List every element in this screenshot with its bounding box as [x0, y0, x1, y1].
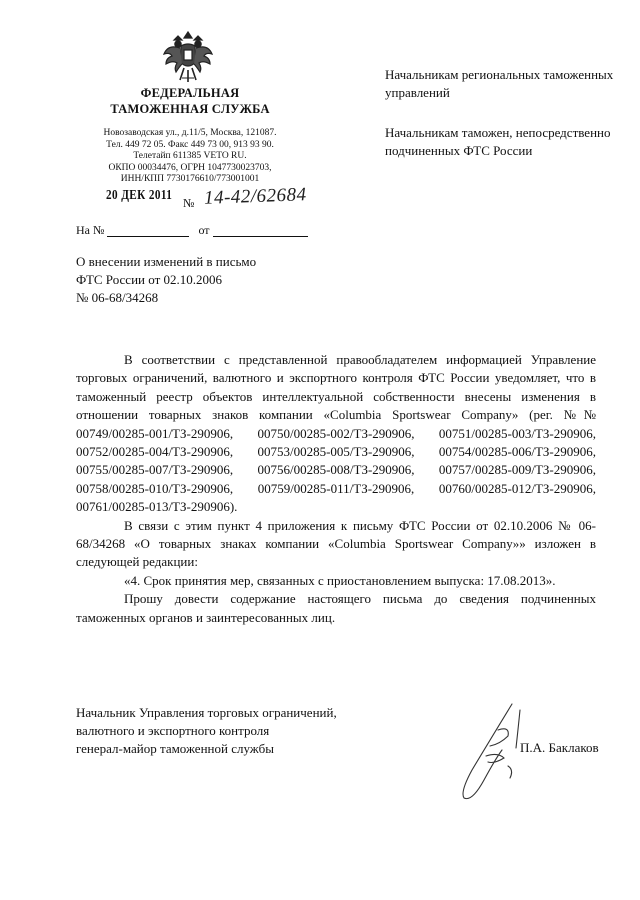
registration-number-label: №: [183, 196, 195, 210]
registration-number: 14-42/62684: [203, 184, 307, 209]
org-inn-kpp: ИНН/КПП 7730176610/773001001: [120, 174, 260, 185]
subject-line2: ФТС России от 02.10.2006: [76, 271, 223, 287]
organization-contacts: [70, 128, 310, 186]
recipient-regional: Начальникам региональных таможенных управлений: [385, 67, 614, 100]
org-address: Новозаводская ул., д.11/5, Москва, 121087.: [103, 128, 277, 138]
signatory-title-line3: генерал-майор таможенной службы: [76, 741, 274, 756]
signatory-name: П.А. Баклаков: [520, 740, 599, 755]
coat-of-arms-icon: [160, 28, 216, 86]
org-teletype: Телетайп 611385 VETO RU.: [133, 151, 247, 162]
org-phone-fax: Тел. 449 72 05. Факс 449 73 00, 913 93 90.: [106, 139, 274, 150]
org-name-line2: ТАМОЖЕННАЯ СЛУЖБА: [110, 102, 270, 116]
body-paragraph-3: «4. Срок принятия мер, связанных с приостановлением выпуска: 17.08.2013».: [124, 572, 556, 588]
organization-name: [90, 85, 290, 117]
ref-from-label: от: [198, 223, 210, 237]
org-okpo-ogrn: ОКПО 00034476, ОГРН 1047730023703,: [108, 162, 272, 173]
letter-body: [76, 351, 596, 627]
subject-line1: О внесении изменений в письмо: [76, 254, 257, 269]
letter-subject: [76, 253, 326, 306]
body-paragraph-1: В соответствии с представленной правообладателем информацией Управление торговых ограничений, валютного и экспортного контроля ФТС России уведомляет, что в таможенный реестр объектов интеллектуальной собственности внесены изменения в отношении товарных знаков компании «Columbia Sportswear Company» (рег. №№ 00749/00285-001/ТЗ-290906, 00750/00285-002/ТЗ-290906, 00751/00285-003/ТЗ-290906, 00752/00285-004/ТЗ-290906, 00753/00285-005/ТЗ-290906, 00754/00285-006/ТЗ-290906, 00755/00285-007/ТЗ-290906, 00756/00285-008/ТЗ-290906, 00757/00285-009/ТЗ-290906, 00758/00285-010/ТЗ-290906, 00759/00285-011/ТЗ-290906, 00760/00285-012/ТЗ-290906, 00761/00285-013/ТЗ-290906).: [76, 352, 596, 515]
handwritten-signature: [450, 700, 530, 805]
signatory-title-line2: валютного и экспортного контроля: [76, 723, 270, 738]
reference-line: [76, 223, 308, 237]
body-paragraph-2: В связи с этим пункт 4 приложения к письму ФТС России от 02.10.2006 № 06-68/34268 «О товарных знаках компании «Columbia Sportswear Company»» изложен в следующей редакции:: [76, 517, 596, 570]
registration-date-stamp: 20 ДЕК 2011: [106, 188, 173, 203]
ref-number-blank: [107, 224, 189, 237]
subject-line3: № 06-68/34268: [76, 289, 159, 305]
recipient-customs: Начальникам таможен, непосредственно подчиненных ФТС России: [385, 125, 611, 158]
body-paragraph-4: Прошу довести содержание настоящего письма до сведения подчиненных таможенных органов и заинтересованных лиц.: [76, 591, 596, 625]
ref-prefix: На №: [76, 223, 105, 237]
signatory-title: [76, 704, 406, 758]
ref-date-blank: [213, 224, 308, 237]
signatory-title-line1: Начальник Управления торговых ограничений,: [76, 705, 337, 720]
org-name-line1: ФЕДЕРАЛЬНАЯ: [140, 86, 240, 100]
